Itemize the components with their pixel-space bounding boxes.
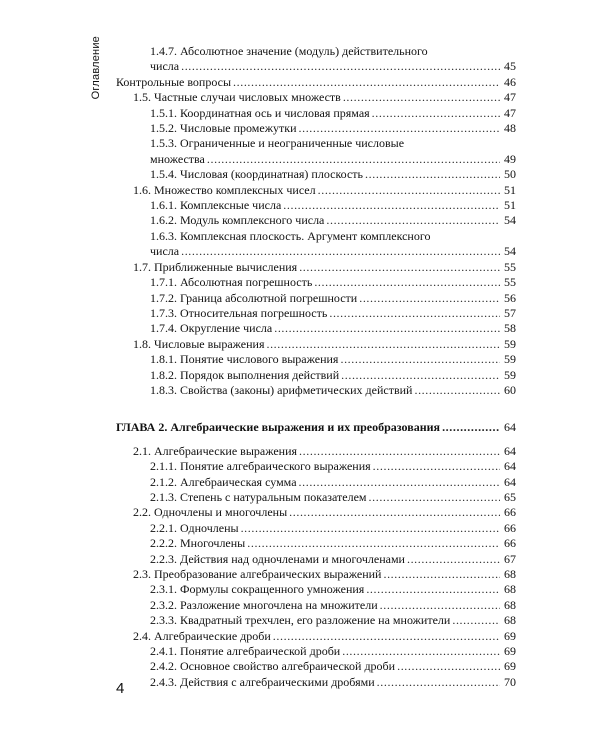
toc-entry-title: 1.6. Множество комплексных чисел [133, 182, 316, 197]
toc-entry-title-line: 1.5.3. Ограниченные и неограниченные числовые [150, 136, 405, 151]
toc-leader-dots [452, 613, 500, 628]
section-gap [116, 436, 516, 444]
toc-entry[interactable] [116, 613, 516, 628]
toc-entry-page: 55 [504, 259, 516, 274]
toc-entry-page: 56 [504, 290, 516, 305]
toc-entry-page: 64 [504, 420, 516, 435]
toc-leader-dots [233, 75, 500, 90]
toc-entry-page: 49 [504, 151, 516, 166]
toc-entry[interactable] [116, 260, 516, 275]
toc-leader-dots [299, 121, 501, 136]
toc-entry-title: 2.1. Алгебраические выражения [133, 443, 298, 458]
toc-entry-page: 69 [504, 659, 516, 674]
toc-entry-title: 2.1.3. Степень с натуральным показателем [150, 489, 367, 504]
toc-leader-dots [329, 306, 500, 321]
toc-entry-title: числа [150, 244, 180, 259]
toc-entry[interactable] [116, 90, 516, 105]
toc-leader-dots [247, 536, 500, 551]
toc-entry[interactable] [116, 490, 516, 505]
toc-entry-title: 2.4.3. Действия с алгебраическими дробями [150, 674, 375, 689]
toc-leader-dots [343, 90, 500, 105]
toc-leader-dots [373, 459, 500, 474]
toc-leader-dots [326, 213, 500, 228]
toc-leader-dots [341, 368, 500, 383]
toc-leader-dots [383, 567, 500, 582]
toc-entry[interactable] [116, 536, 516, 551]
toc-entry-title: 1.5.4. Числовая (координатная) плоскость [150, 167, 364, 182]
toc-entry-page: 65 [504, 489, 516, 504]
toc-entry-title: 2.3.1. Формулы сокращенного умножения [150, 582, 365, 597]
toc-leader-dots [299, 260, 500, 275]
toc-entry-title: 1.5.1. Координатная ось и числовая прямая [150, 105, 370, 120]
toc-leader-dots [181, 244, 500, 259]
toc-entry-title: 1.5. Частные случаи числовых множеств [133, 90, 341, 105]
toc-leader-dots [407, 552, 500, 567]
toc-entry[interactable] [116, 75, 516, 90]
toc-entry-title: 1.8.3. Свойства (законы) арифметических действий [150, 382, 413, 397]
toc-entry-title: числа [150, 59, 180, 74]
toc-entry-title: 1.8.2. Порядок выполнения действий [150, 367, 340, 382]
toc-entry[interactable] [116, 659, 516, 674]
toc-entry-page: 57 [504, 305, 516, 320]
toc-entry-title-line: 1.6.3. Комплексная плоскость. Аргумент комплексного [150, 228, 431, 243]
toc-entry[interactable] [116, 368, 516, 383]
toc-entry-title: 2.4. Алгебраические дроби [133, 628, 271, 643]
toc-entry-title: 2.2.2. Многочлены [150, 536, 246, 551]
toc-entry-page: 51 [504, 198, 516, 213]
toc-entry[interactable] [116, 644, 516, 659]
toc-entry-page: 59 [504, 336, 516, 351]
running-header-label: Оглавление [90, 36, 102, 100]
toc-entry[interactable] [116, 352, 516, 367]
toc-entry-page: 66 [504, 505, 516, 520]
toc-leader-dots [340, 352, 500, 367]
toc-entry[interactable] [116, 183, 516, 198]
toc-entry-page: 68 [504, 582, 516, 597]
toc-entry-title: 1.5.2. Числовые промежутки [150, 121, 297, 136]
toc-entry-title: 1.6.1. Комплексные числа [150, 198, 282, 213]
toc-entry[interactable] [116, 275, 516, 290]
toc-leader-dots [274, 321, 500, 336]
toc-chapter-heading[interactable] [116, 420, 516, 435]
toc-entry[interactable] [116, 475, 516, 490]
toc-entry-title: ГЛАВА 2. Алгебраические выражения и их преобразования [116, 420, 441, 435]
section-gap [116, 398, 516, 420]
toc-entry-page: 66 [504, 536, 516, 551]
toc-entry[interactable] [116, 306, 516, 321]
toc-entry[interactable] [116, 459, 516, 474]
toc-entry-page: 64 [504, 474, 516, 489]
toc-entry-page: 47 [504, 105, 516, 120]
toc-entry[interactable] [116, 321, 516, 336]
toc-entry-title: 1.6.2. Модуль комплексного числа [150, 213, 325, 228]
toc-entry-page: 50 [504, 167, 516, 182]
toc-entry-title: 2.1.2. Алгебраическая сумма [150, 474, 297, 489]
toc-entry[interactable] [116, 291, 516, 306]
toc-leader-dots [266, 337, 500, 352]
toc-entry-page: 59 [504, 352, 516, 367]
toc-entry-page: 64 [504, 443, 516, 458]
toc-entry[interactable] [116, 567, 516, 582]
toc-entry-title: 1.7.4. Округление числа [150, 321, 273, 336]
toc-entry[interactable] [116, 675, 516, 690]
toc-leader-dots [414, 383, 500, 398]
toc-leader-dots [442, 420, 500, 435]
toc-entry-page: 58 [504, 321, 516, 336]
toc-entry-title: 1.7. Приближенные вычисления [133, 259, 298, 274]
toc-leader-dots [241, 521, 500, 536]
toc-entry[interactable] [116, 229, 516, 260]
toc-entry-title: 1.7.3. Относительная погрешность [150, 305, 328, 320]
toc-leader-dots [207, 152, 500, 167]
toc-entry[interactable] [116, 598, 516, 613]
toc-entry[interactable] [116, 121, 516, 136]
toc-leader-dots [342, 644, 500, 659]
toc-section-chapter-2 [116, 444, 516, 691]
toc-entry-title: 1.8.1. Понятие числового выражения [150, 352, 339, 367]
toc-entry-title: 1.7.1. Абсолютная погрешность [150, 275, 313, 290]
toc-leader-dots [380, 598, 500, 613]
toc-entry-page: 54 [504, 213, 516, 228]
toc-entry-page: 68 [504, 567, 516, 581]
toc-entry-title: 2.3. Преобразование алгебраических выражений [133, 567, 382, 581]
toc-entry-page: 55 [504, 275, 516, 290]
toc-leader-dots [318, 183, 500, 198]
page-number: 4 [116, 680, 125, 697]
toc-leader-dots [377, 675, 500, 690]
toc-leader-dots [181, 59, 500, 74]
toc-entry-page: 64 [504, 459, 516, 474]
toc-entry-page: 47 [504, 90, 516, 105]
toc-leader-dots [283, 198, 500, 213]
toc-leader-dots [365, 167, 500, 182]
toc-entry[interactable] [116, 444, 516, 459]
toc-entry-page: 48 [504, 121, 516, 136]
toc-leader-dots [273, 629, 500, 644]
toc-entry-title: множества [150, 151, 205, 166]
toc-entry[interactable] [116, 629, 516, 644]
toc-leader-dots [359, 291, 500, 306]
toc-entry-page: 70 [504, 674, 516, 689]
toc-entry[interactable] [116, 552, 516, 567]
toc-entry[interactable] [116, 44, 516, 75]
toc-entry-page: 66 [504, 520, 516, 535]
toc-leader-dots [289, 505, 500, 520]
toc-entry-title: 2.2.1. Одночлены [150, 520, 239, 535]
toc-entry-page: 59 [504, 367, 516, 382]
toc-entry[interactable] [116, 383, 516, 398]
toc-entry[interactable] [116, 106, 516, 121]
toc-entry[interactable] [116, 136, 516, 167]
toc-leader-dots [299, 444, 500, 459]
toc-entry-page: 69 [504, 644, 516, 659]
toc-entry-title-line: 1.4.7. Абсолютное значение (модуль) действительного [150, 44, 428, 58]
toc-section-chapter-1 [116, 44, 516, 398]
toc-entry-page: 45 [504, 59, 516, 74]
toc-entry-page: 69 [504, 628, 516, 643]
toc-entry-page: 68 [504, 597, 516, 612]
toc-leader-dots [366, 582, 500, 597]
toc-entry-page: 51 [504, 182, 516, 197]
toc-entry[interactable] [116, 505, 516, 520]
toc-entry-title: 2.3.2. Разложение многочлена на множители [150, 597, 378, 612]
toc-leader-dots [372, 106, 500, 121]
toc-entry-title: 2.1.1. Понятие алгебраического выражения [150, 459, 371, 474]
toc-entry[interactable] [116, 582, 516, 597]
toc-entry-title: 1.8. Числовые выражения [133, 336, 265, 351]
toc-entry-title: 2.4.1. Понятие алгебраической дроби [150, 644, 341, 659]
toc-entry[interactable] [116, 337, 516, 352]
toc-leader-dots [314, 275, 500, 290]
toc-entry-title: Контрольные вопросы [116, 74, 232, 89]
toc-entry[interactable] [116, 167, 516, 182]
toc-entry-page: 46 [504, 74, 516, 89]
toc-entry-page: 54 [504, 244, 516, 259]
toc-entry-title: 1.7.2. Граница абсолютной погрешности [150, 290, 358, 305]
toc-leader-dots [369, 490, 500, 505]
toc-entry-page: 67 [504, 551, 516, 566]
table-of-contents [116, 44, 516, 690]
toc-leader-dots [397, 659, 500, 674]
toc-leader-dots [299, 475, 500, 490]
toc-entry-page: 68 [504, 613, 516, 628]
toc-entry-title: 2.3.3. Квадратный трехчлен, его разложение на множители [150, 613, 451, 628]
toc-entry-title: 2.2. Одночлены и многочлены [133, 505, 288, 520]
toc-entry-title: 2.4.2. Основное свойство алгебраической дроби [150, 659, 396, 674]
toc-entry[interactable] [116, 521, 516, 536]
toc-entry[interactable] [116, 213, 516, 228]
toc-entry-title: 2.2.3. Действия над одночленами и многочленами [150, 551, 405, 566]
toc-entry[interactable] [116, 198, 516, 213]
toc-entry-page: 60 [504, 382, 516, 397]
